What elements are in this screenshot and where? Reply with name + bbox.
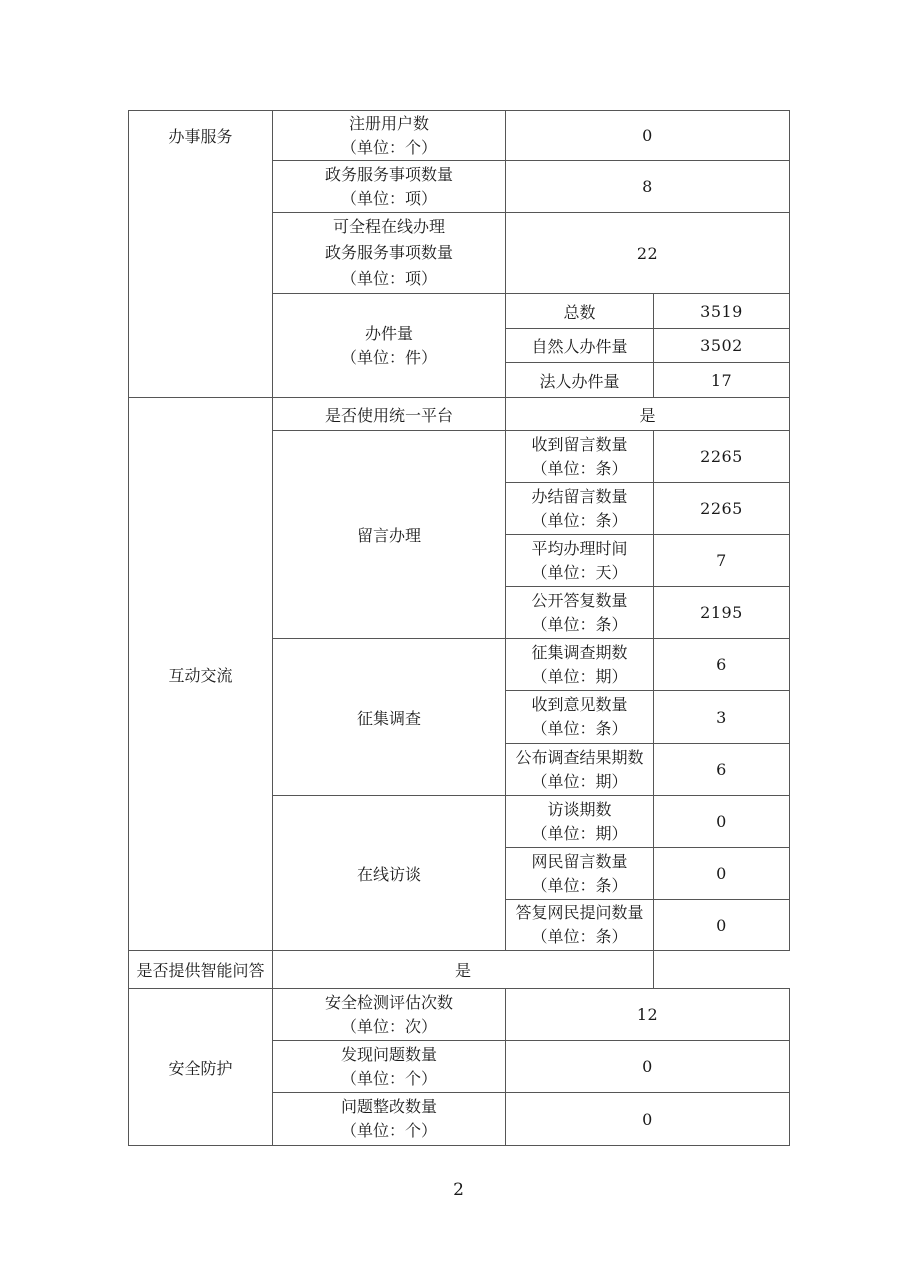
metric-label-cell <box>273 1041 506 1093</box>
sub-metric-unit: （单位：期） <box>531 771 628 791</box>
sub-metric-label: 收到意见数量 <box>531 695 628 714</box>
sub-metric-label-cell <box>506 848 654 900</box>
metric-unit: （单位：次） <box>340 1016 437 1036</box>
sub-metric-unit: （单位：期） <box>531 666 628 686</box>
metric-unit: （单位：个） <box>340 137 437 157</box>
metric-label: 政务服务事项数量 <box>324 164 453 184</box>
metric-unit: （单位：个） <box>340 1068 437 1088</box>
sub-metric-label-cell <box>506 587 654 639</box>
metric-value: 是 <box>273 951 654 989</box>
sub-metric-unit: （单位：条） <box>531 510 628 530</box>
sub-metric-value: 0 <box>654 848 790 900</box>
sub-metric-label-cell <box>506 691 654 744</box>
sub-metric-unit: （单位：条） <box>531 614 628 634</box>
group-label: 征集调查 <box>356 708 421 728</box>
sub-metric-label: 收到留言数量 <box>531 434 628 454</box>
sub-metric-value: 3519 <box>654 294 790 329</box>
metric-label: 可全程在线办理 <box>332 217 445 236</box>
metric-value: 8 <box>506 161 790 213</box>
sub-metric-value: 2265 <box>654 483 790 535</box>
sub-metric-value: 0 <box>654 796 790 848</box>
group-label: 留言办理 <box>356 526 421 545</box>
metric-label: 政务服务事项数量 <box>324 243 453 262</box>
sub-metric-label: 公开答复数量 <box>531 590 628 610</box>
category-label: 安全防护 <box>168 1058 233 1078</box>
group-unit: （单位：件） <box>340 347 437 367</box>
sub-metric-unit: （单位：条） <box>531 927 628 946</box>
sub-metric-label-cell <box>506 796 654 848</box>
category-label: 互动交流 <box>168 665 233 685</box>
sub-metric-label-cell <box>506 535 654 587</box>
sub-metric-label-cell <box>506 431 654 483</box>
metric-unit: （单位：项） <box>340 269 437 288</box>
sub-metric-label: 法人办件量 <box>506 363 654 398</box>
sub-metric-label: 答复网民提问数量 <box>515 903 644 922</box>
metric-label: 发现问题数量 <box>340 1044 437 1064</box>
group-label-cell <box>273 796 506 951</box>
metric-value: 是 <box>506 398 790 431</box>
metric-label: 是否提供智能问答 <box>129 951 273 989</box>
sub-metric-label-cell <box>506 483 654 535</box>
category-cell <box>129 398 273 951</box>
sub-metric-unit: （单位：条） <box>531 719 628 738</box>
metric-label: 注册用户数 <box>348 113 429 133</box>
sub-metric-label: 网民留言数量 <box>531 851 628 871</box>
sub-metric-unit: （单位：天） <box>531 562 628 582</box>
sub-metric-value: 0 <box>654 900 790 951</box>
sub-metric-value: 2195 <box>654 587 790 639</box>
sub-metric-value: 3502 <box>654 329 790 363</box>
metric-value: 0 <box>506 1093 790 1146</box>
metric-label-cell <box>273 213 506 294</box>
page-number: 2 <box>453 1180 464 1200</box>
category-cell <box>129 111 273 398</box>
metric-label-cell <box>273 1093 506 1146</box>
sub-metric-label: 公布调查结果期数 <box>515 747 644 767</box>
sub-metric-label: 平均办理时间 <box>531 538 628 558</box>
sub-metric-label: 征集调查期数 <box>531 642 628 662</box>
category-cell <box>129 989 273 1146</box>
metric-value: 22 <box>506 213 790 294</box>
sub-metric-label: 自然人办件量 <box>506 329 654 363</box>
metric-label: 安全检测评估次数 <box>324 992 453 1012</box>
sub-metric-label-cell <box>506 639 654 691</box>
metric-label-cell <box>273 161 506 213</box>
sub-metric-unit: （单位：条） <box>531 875 628 895</box>
sub-metric-label-cell <box>506 900 654 951</box>
metric-value: 12 <box>506 989 790 1041</box>
group-label-cell <box>273 431 506 639</box>
category-label: 办事服务 <box>168 127 233 146</box>
sub-metric-value: 6 <box>654 744 790 796</box>
sub-metric-value: 3 <box>654 691 790 744</box>
metric-label-cell <box>273 111 506 161</box>
group-label-cell <box>273 639 506 796</box>
sub-metric-value: 7 <box>654 535 790 587</box>
sub-metric-label-cell <box>506 744 654 796</box>
metric-label: 问题整改数量 <box>340 1097 437 1116</box>
sub-metric-value: 17 <box>654 363 790 398</box>
sub-metric-unit: （单位：期） <box>531 823 628 843</box>
metric-label: 是否使用统一平台 <box>273 398 506 431</box>
metric-unit: （单位：项） <box>340 188 437 208</box>
metric-value: 0 <box>506 1041 790 1093</box>
group-label-cell <box>273 294 506 398</box>
sub-metric-label: 总数 <box>506 294 654 329</box>
group-label: 办件量 <box>364 323 413 343</box>
report-table <box>128 110 790 1146</box>
metric-value: 0 <box>506 111 790 161</box>
sub-metric-label: 办结留言数量 <box>531 486 628 506</box>
metric-unit: （单位：个） <box>340 1121 437 1140</box>
sub-metric-value: 2265 <box>654 431 790 483</box>
sub-metric-value: 6 <box>654 639 790 691</box>
sub-metric-label: 访谈期数 <box>547 799 612 819</box>
metric-label-cell <box>273 989 506 1041</box>
group-label: 在线访谈 <box>356 864 421 884</box>
sub-metric-unit: （单位：条） <box>531 458 628 478</box>
